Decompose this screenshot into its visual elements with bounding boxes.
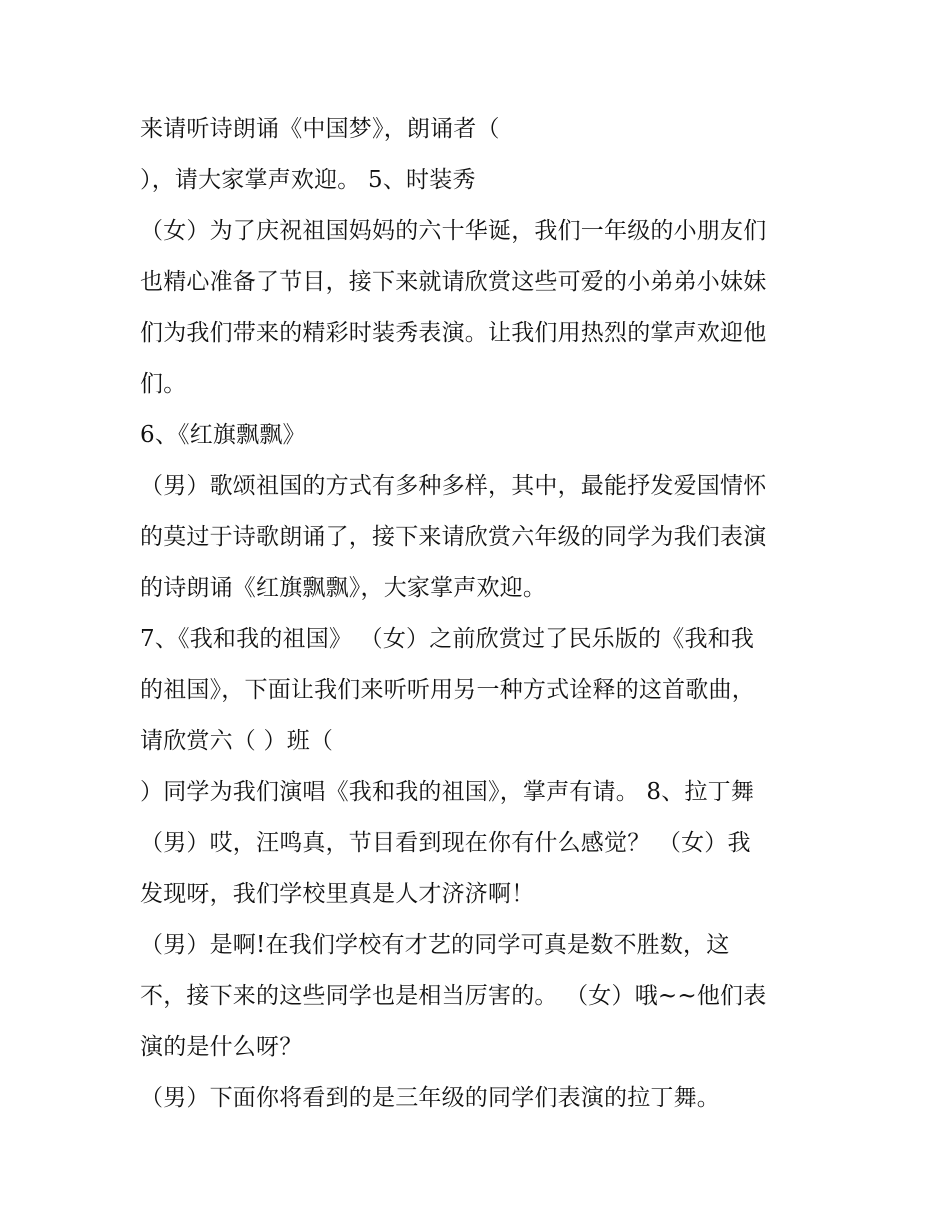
- text-line: ），请大家掌声欢迎。 5、时装秀: [140, 167, 476, 193]
- text-line: 们为我们带来的精彩时装秀表演。让我们用热烈的掌声欢迎他: [140, 320, 767, 346]
- section-heading: 6、《红旗飘飘》: [140, 422, 306, 448]
- text-line: 不，接下来的这些同学也是相当厉害的。 （女）哦~~他们表: [140, 983, 767, 1009]
- text-line: （男）下面你将看到的是三年级的同学们表演的拉丁舞。: [140, 1085, 720, 1111]
- text-line: 的祖国》，下面让我们来听听用另一种方式诠释的这首歌曲，: [140, 677, 755, 703]
- text-line: （男）歌颂祖国的方式有多种多样，其中，最能抒发爱国情怀: [140, 473, 767, 499]
- text-line: ）同学为我们演唱《我和我的祖国》，掌声有请。 8、拉丁舞: [140, 779, 755, 805]
- text-line: 也精心准备了节目，接下来就请欣赏这些可爱的小弟弟小妹妹: [140, 269, 767, 295]
- text-line: 请欣赏六（ ）班（: [140, 728, 334, 754]
- text-line: （男）是啊!在我们学校有才艺的同学可真是数不胜数，这: [140, 932, 730, 958]
- text-line: （男）哎，汪鸣真，节目看到现在你有什么感觉？ （女）我: [140, 830, 751, 856]
- text-line: 们。: [140, 371, 187, 397]
- text-line: 的莫过于诗歌朗诵了，接下来请欣赏六年级的同学为我们表演: [140, 524, 767, 550]
- text-line: 来请听诗朗诵《中国梦》，朗诵者（: [140, 116, 500, 142]
- text-line: 演的是什么呀？: [140, 1034, 303, 1060]
- text-line: 7、《我和我的祖国》 （女）之前欣赏过了民乐版的《我和我: [140, 626, 755, 652]
- text-line: 发现呀，我们学校里真是人才济济啊！: [140, 881, 535, 907]
- text-line: 的诗朗诵《红旗飘飘》，大家掌声欢迎。: [140, 575, 547, 601]
- text-line: （女）为了庆祝祖国妈妈的六十华诞，我们一年级的小朋友们: [140, 218, 767, 244]
